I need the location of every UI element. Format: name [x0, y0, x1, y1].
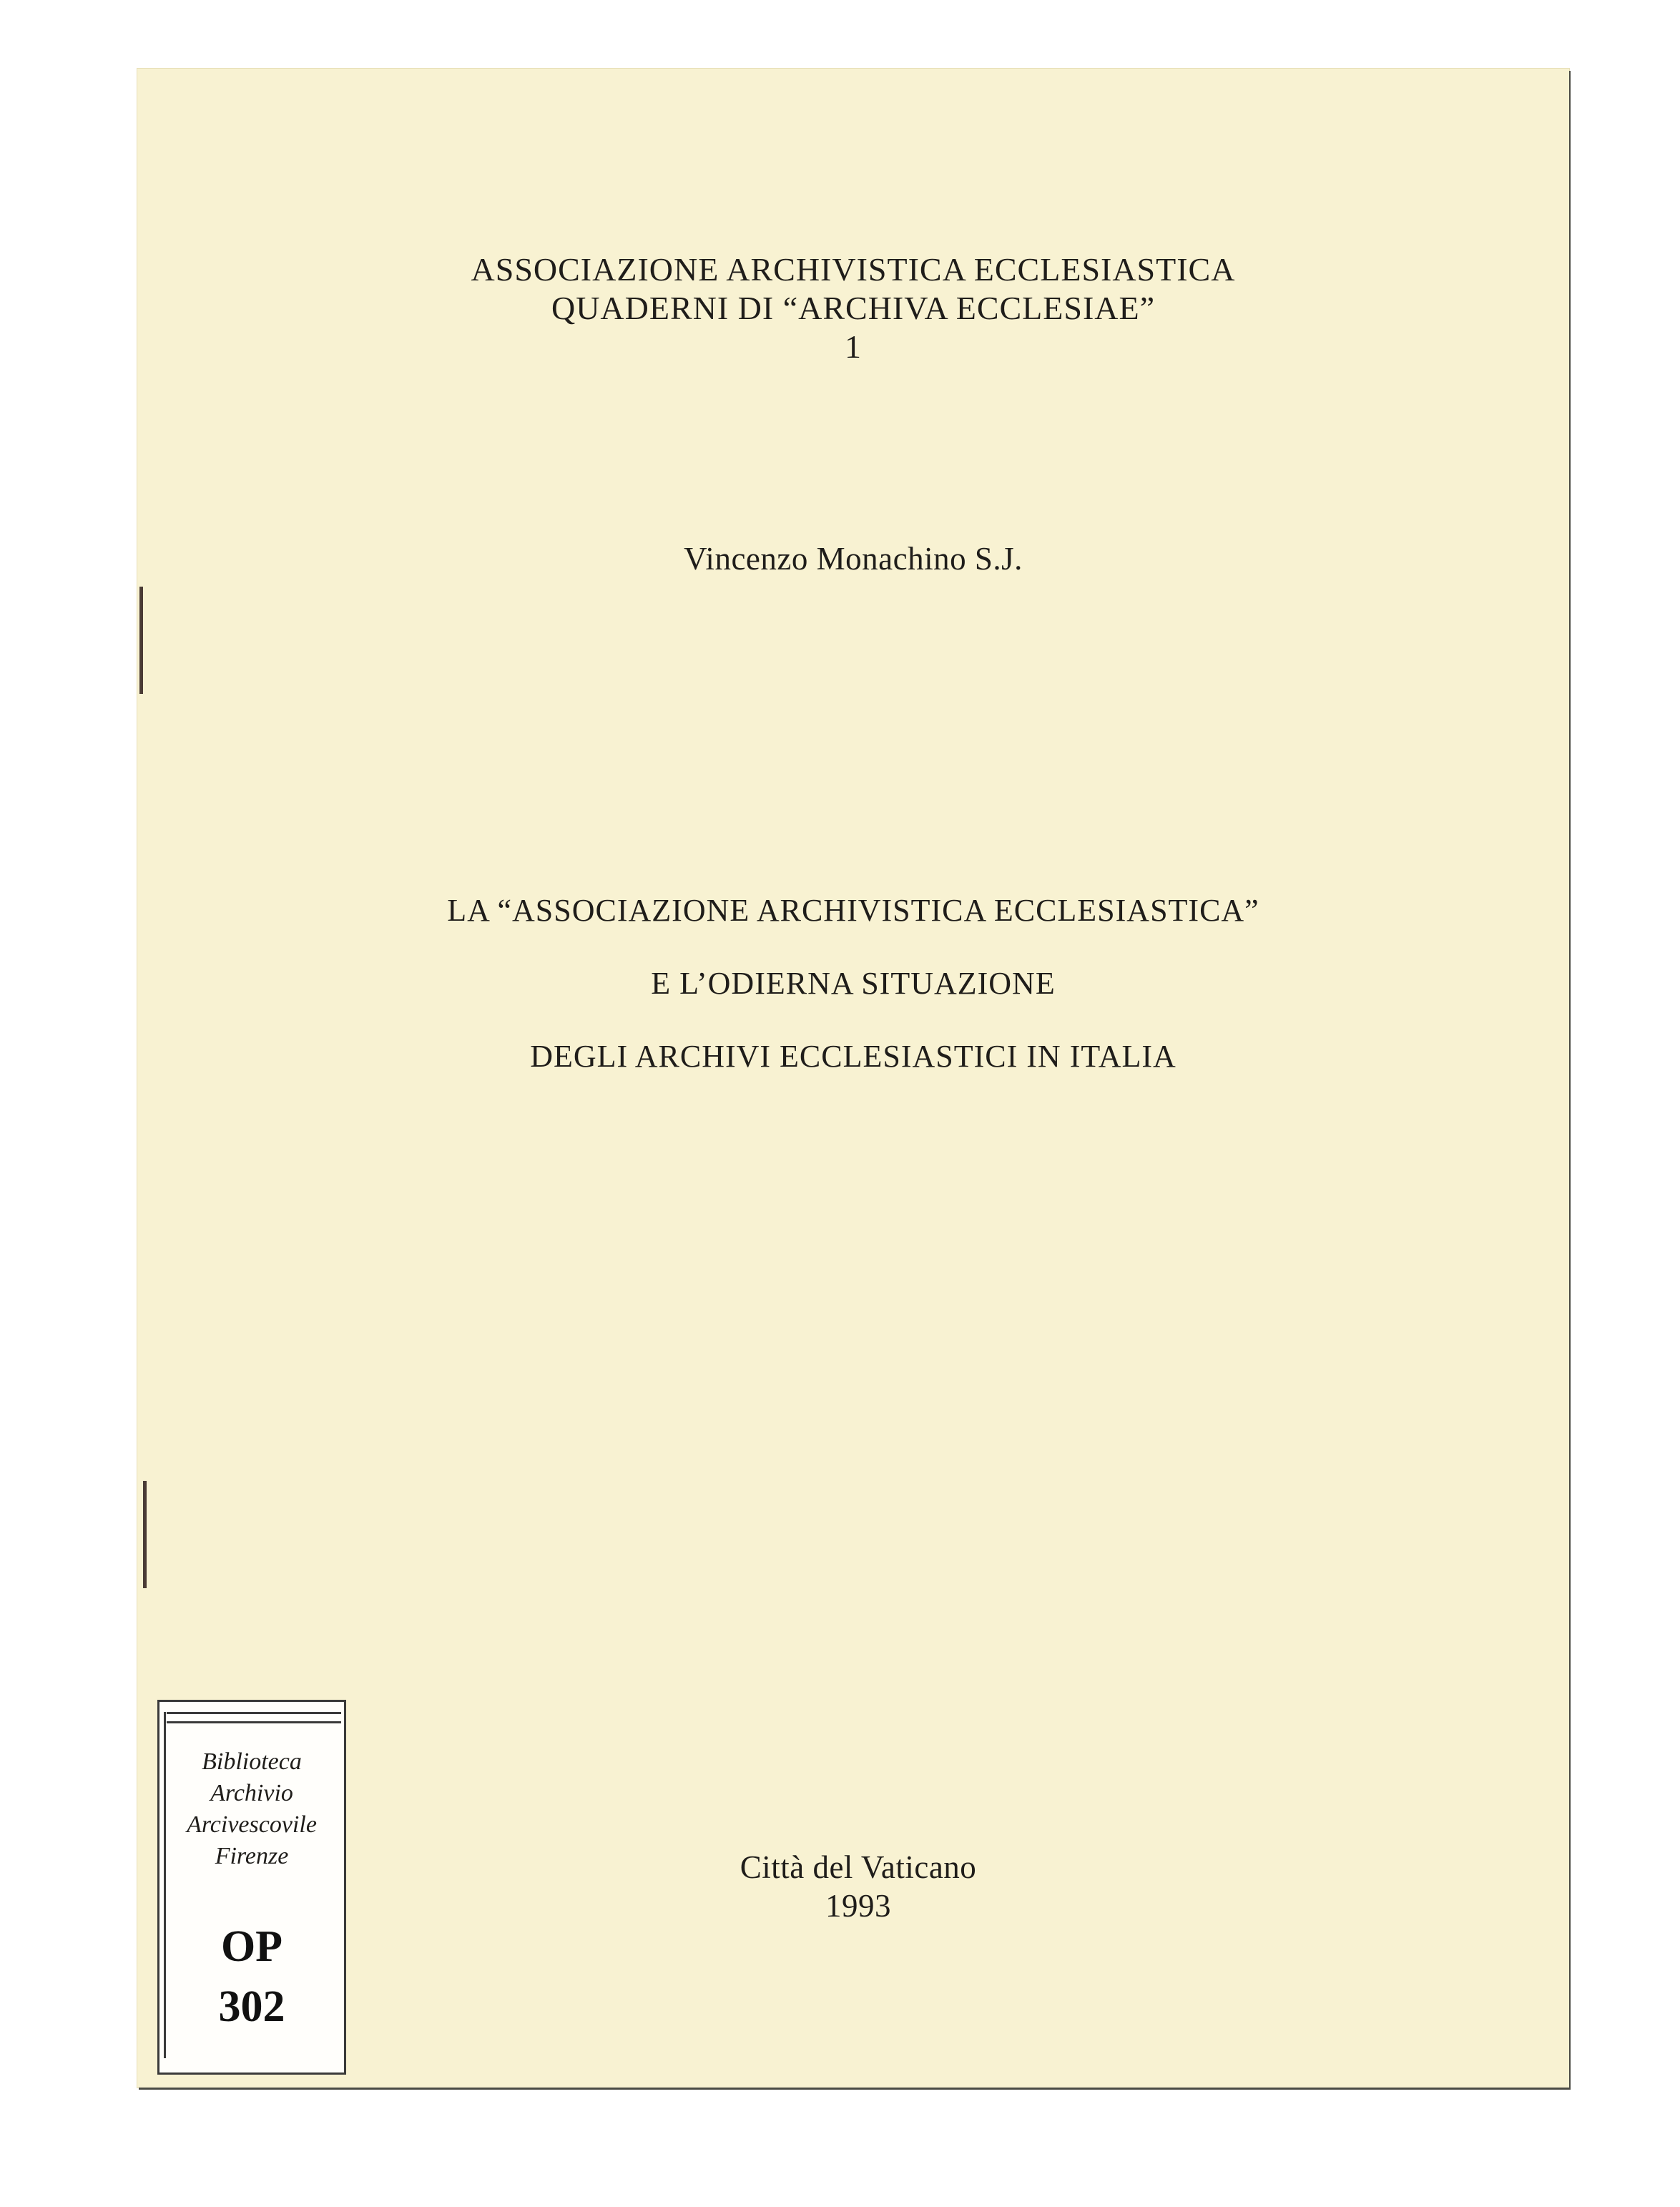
shelfmark: [159, 1917, 344, 2037]
library-line-1: Biblioteca: [202, 1748, 302, 1775]
author-name: Vincenzo Monachino S.J.: [684, 541, 1023, 577]
title-line-3: DEGLI ARCHIVI ECCLESIASTICI IN ITALIA: [530, 1039, 1177, 1074]
label-top-rule: [167, 1712, 341, 1723]
imprint: [715, 1848, 1001, 1925]
staple-mark-bottom: [143, 1481, 147, 1588]
series-number: 1: [845, 328, 862, 365]
staple-mark-top: [139, 587, 143, 694]
book-title: [137, 893, 1569, 1112]
publication-year: 1993: [825, 1888, 891, 1924]
library-name: [159, 1746, 344, 1872]
series-name: QUADERNI DI “ARCHIVA ECCLESIAE”: [551, 290, 1156, 326]
library-line-3: Arcivescovile: [187, 1811, 317, 1838]
library-line-4: Firenze: [215, 1843, 289, 1869]
publication-place: Città del Vaticano: [740, 1849, 977, 1885]
title-line-2: E L’ODIERNA SITUAZIONE: [651, 966, 1056, 1001]
library-line-2: Archivio: [210, 1780, 293, 1806]
series-heading: [137, 250, 1569, 366]
shelf-number: 302: [218, 1982, 285, 2031]
shelf-code: OP: [220, 1922, 283, 1971]
title-line-1: LA “ASSOCIAZIONE ARCHIVISTICA ECCLESIASTICA”: [447, 893, 1259, 928]
association-name: ASSOCIAZIONE ARCHIVISTICA ECCLESIASTICA: [471, 251, 1236, 288]
library-shelf-label: [157, 1700, 346, 2075]
